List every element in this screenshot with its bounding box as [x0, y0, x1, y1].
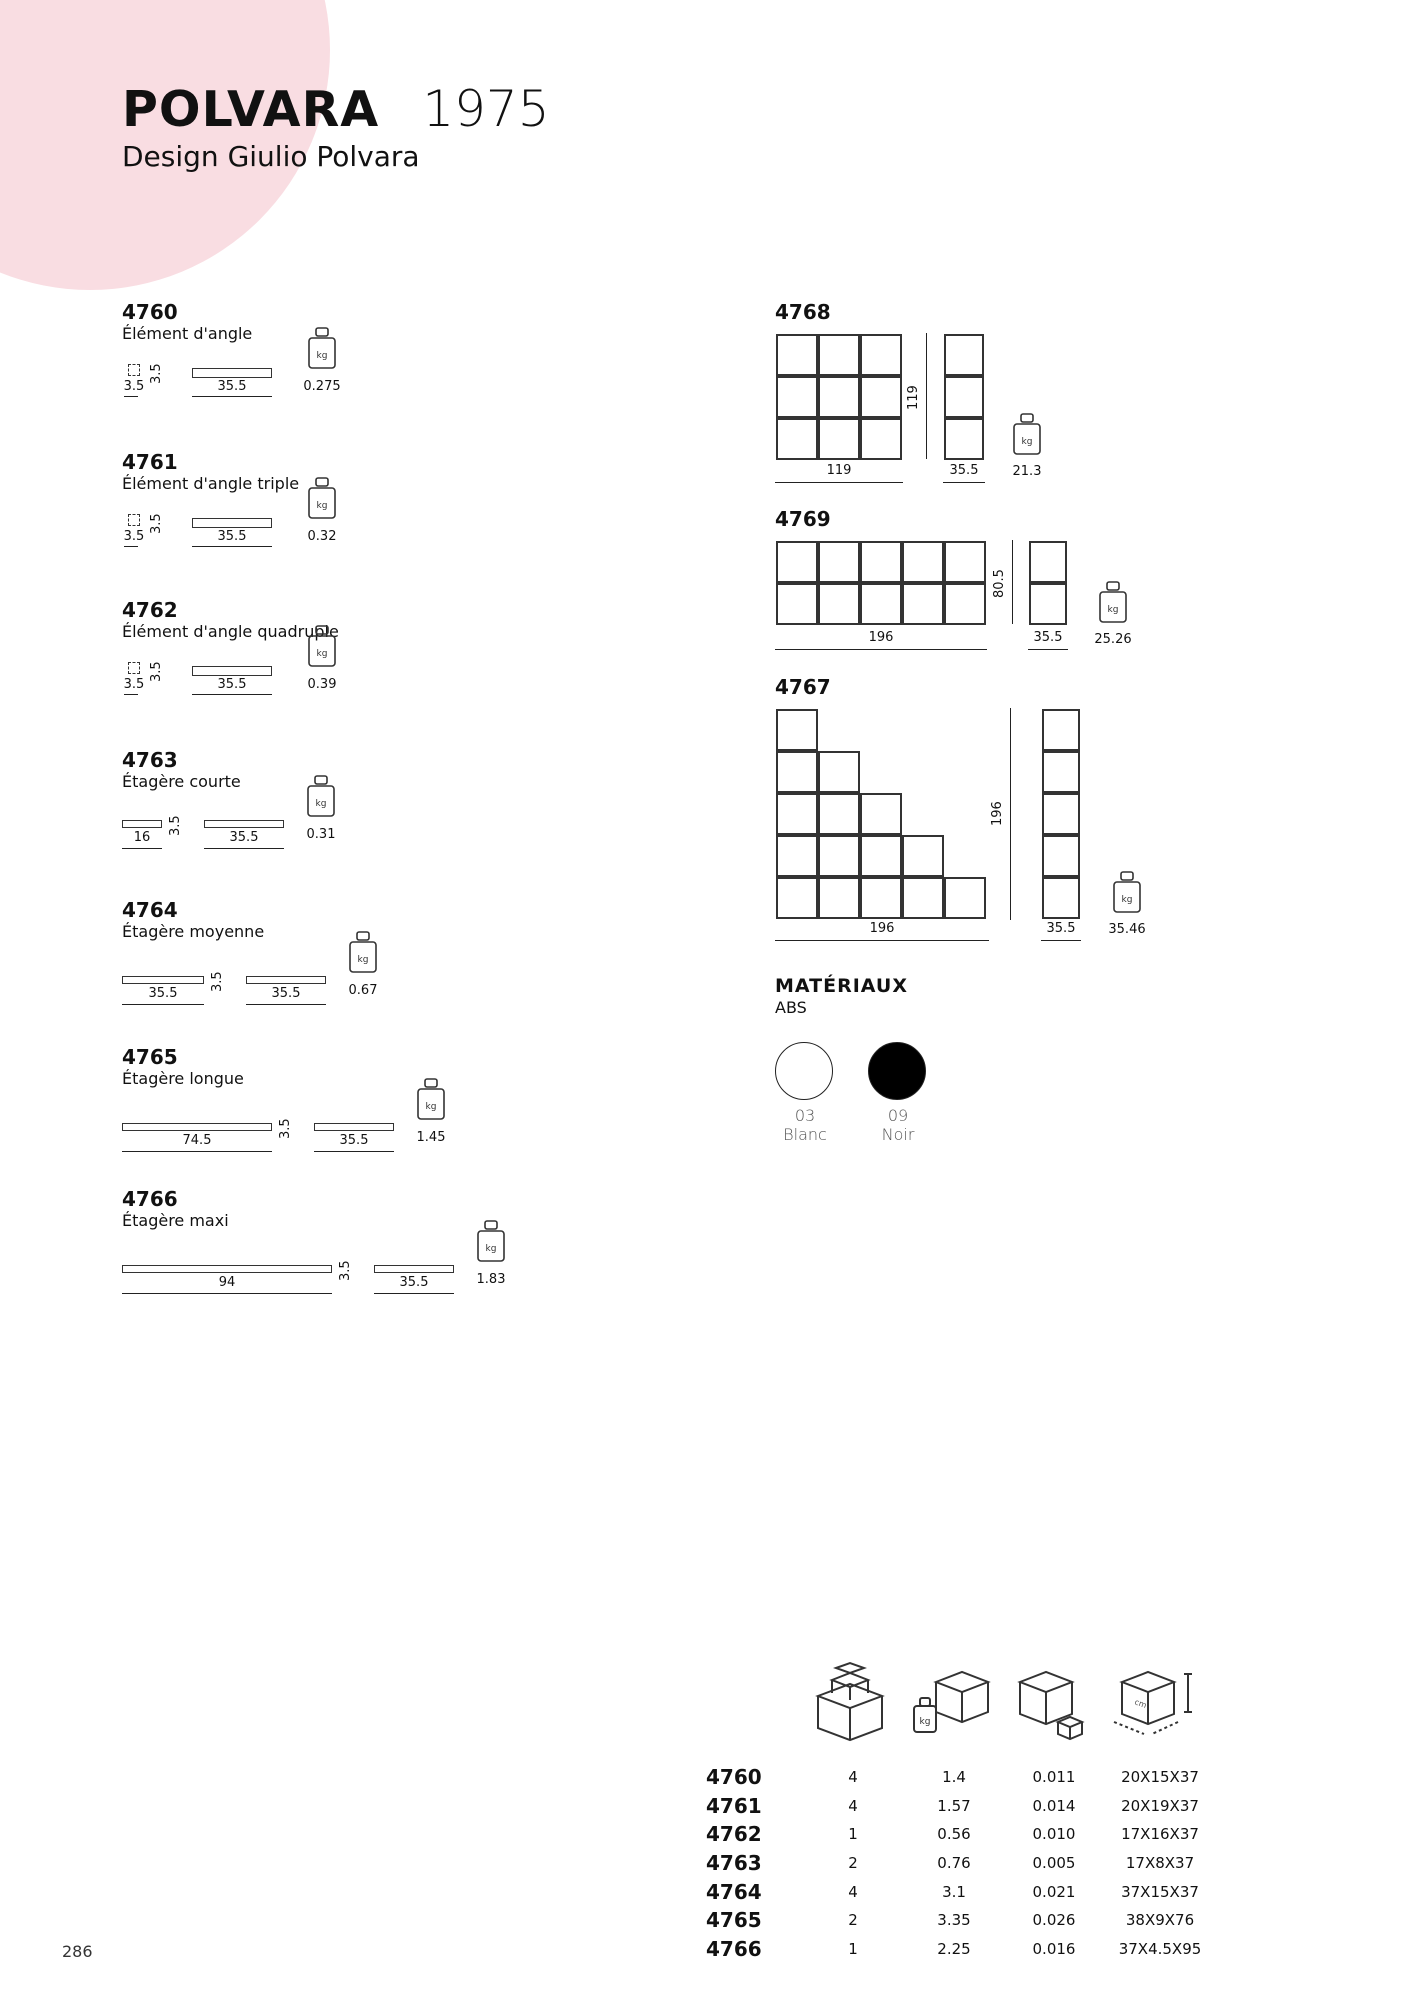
- dim-underline: [775, 649, 987, 650]
- shelf-top-view: [122, 1265, 332, 1273]
- table-cell: 1: [848, 1939, 858, 1958]
- dim-width: 3.5: [123, 677, 145, 692]
- product-code: 4761: [122, 450, 178, 474]
- weight-icon: [1112, 870, 1142, 918]
- dim-length: 35.5: [148, 986, 178, 1001]
- shelf-side-view: [246, 976, 326, 984]
- bookcase-code: 4768: [775, 300, 831, 324]
- bookcase-weight: 25.26: [1094, 632, 1132, 647]
- table-cell: 17X8X37: [1125, 1854, 1195, 1873]
- table-cell: 2: [848, 1854, 858, 1873]
- shelf-side-view: [192, 368, 272, 378]
- table-cell: 4: [848, 1768, 858, 1787]
- dim-height: 119: [906, 385, 921, 410]
- swatch-black-name: Noir: [881, 1125, 915, 1144]
- swatch-white-code: 03: [794, 1106, 816, 1125]
- table-cell: 38X9X76: [1125, 1911, 1195, 1930]
- weight-icon: [1098, 580, 1128, 628]
- dim-underline: [775, 482, 903, 483]
- product-code: 4763: [122, 748, 178, 772]
- dim-underline: [122, 1293, 332, 1294]
- shelf-top-view: [122, 820, 162, 828]
- table-cell: 2: [848, 1911, 858, 1930]
- dim-width: 196: [868, 630, 894, 645]
- bookcase-side-grid: [1028, 540, 1070, 628]
- dim-height: 3.5: [338, 1260, 353, 1281]
- weight-icon: [476, 1219, 506, 1267]
- dim-height: 3.5: [210, 971, 225, 992]
- page-number: 286: [62, 1942, 93, 1961]
- dim-width: 3.5: [123, 529, 145, 544]
- weight-icon: [307, 476, 337, 524]
- packaging-table: [706, 1763, 1220, 1963]
- weight-icon-label: kg: [316, 501, 328, 511]
- dim-underline: [204, 848, 284, 849]
- product-item: [122, 300, 562, 440]
- dim-underline: [122, 848, 162, 849]
- dim-underline: [374, 1293, 454, 1294]
- table-row: [706, 1877, 1220, 1906]
- product-name: Élément d'angle quadruple: [122, 622, 339, 641]
- corner-top-view: [128, 514, 140, 526]
- dim-height: 3.5: [168, 815, 183, 836]
- bookcase-code: 4767: [775, 675, 831, 699]
- swatch-black-code: 09: [887, 1106, 909, 1125]
- product-name: Étagère courte: [122, 772, 241, 791]
- weight-icon-label: kg: [485, 1244, 497, 1254]
- dim-depth: 35.5: [1033, 630, 1063, 645]
- dim-underline: [124, 694, 138, 695]
- dim-length: 74.5: [182, 1133, 212, 1148]
- dim-underline: [775, 940, 989, 941]
- swatch-white-name: Blanc: [783, 1125, 827, 1144]
- swatch-black-label: [868, 1106, 928, 1144]
- product-item: [122, 1187, 562, 1327]
- page-title: [122, 80, 550, 138]
- product-item: [122, 450, 562, 590]
- dim-underline: [124, 396, 138, 397]
- dim-depth: 35.5: [949, 463, 979, 478]
- box-dimensions-icon: [1108, 1660, 1208, 1744]
- dim-depth: 35.5: [217, 379, 247, 394]
- product-name: Étagère moyenne: [122, 922, 265, 941]
- bookcase-weight: 35.46: [1108, 922, 1146, 937]
- dim-height: 3.5: [278, 1118, 293, 1139]
- bookcase-front-view: [775, 333, 905, 467]
- dim-underline: [122, 1151, 272, 1152]
- shelf-side-view: [204, 820, 284, 828]
- table-cell-code: 4766: [706, 1936, 762, 1961]
- box-volume-icon: [1012, 1660, 1096, 1744]
- table-cell: 20X15X37: [1121, 1768, 1199, 1787]
- table-row: [706, 1820, 1220, 1849]
- product-weight: 1.45: [416, 1130, 446, 1145]
- box-weight-icon-label: kg: [919, 1717, 931, 1727]
- dim-line-vertical: [1010, 708, 1011, 920]
- swatch-white-label: [775, 1106, 835, 1144]
- swatch-black: [868, 1042, 926, 1100]
- product-weight: 0.32: [307, 529, 337, 544]
- weight-icon-label: kg: [1107, 605, 1119, 615]
- weight-icon-label: kg: [1021, 437, 1033, 447]
- table-cell: 1.4: [942, 1768, 966, 1787]
- shelf-top-view: [122, 1123, 272, 1131]
- product-name: Élément d'angle: [122, 324, 253, 343]
- product-name: Élément d'angle triple: [122, 474, 300, 493]
- table-cell: 0.016: [1032, 1939, 1076, 1958]
- dim-underline: [1028, 649, 1068, 650]
- bookcase-code: 4769: [775, 507, 831, 531]
- table-cell: 4: [848, 1882, 858, 1901]
- weight-icon: [348, 930, 378, 978]
- dim-height: 3.5: [149, 363, 164, 384]
- dim-line-vertical: [1012, 540, 1013, 624]
- bookcase-4767: [775, 675, 831, 699]
- dim-length: 16: [133, 830, 151, 845]
- dim-height: 80.5: [992, 569, 1007, 598]
- table-row: [706, 1935, 1220, 1964]
- dim-depth: 35.5: [399, 1275, 429, 1290]
- dim-depth: 35.5: [229, 830, 259, 845]
- weight-icon-label: kg: [315, 799, 327, 809]
- weight-icon: [1012, 412, 1042, 460]
- table-cell: 0.014: [1032, 1796, 1076, 1815]
- weight-icon-label: kg: [316, 649, 328, 659]
- table-cell: 0.011: [1032, 1768, 1076, 1787]
- weight-icon: [416, 1077, 446, 1125]
- table-cell-code: 4765: [706, 1908, 762, 1933]
- bookcase-side-grid: [943, 333, 987, 463]
- table-cell-code: 4761: [706, 1793, 762, 1818]
- dim-underline: [192, 546, 272, 547]
- bookcase-side-view: [1028, 540, 1070, 632]
- materials-subtitle: ABS: [775, 998, 807, 1017]
- shelf-side-view: [314, 1123, 394, 1131]
- bookcase-stair-grid: [775, 708, 995, 926]
- swatch-white: [775, 1042, 833, 1100]
- product-code: 4765: [122, 1045, 178, 1069]
- shelf-top-view: [122, 976, 204, 984]
- table-row: [706, 1849, 1220, 1878]
- box-weight-icon: [908, 1660, 992, 1744]
- dim-underline: [314, 1151, 394, 1152]
- table-row: [706, 1763, 1220, 1792]
- bookcase-front-view: [775, 708, 995, 930]
- bookcase-side-grid: [1041, 708, 1083, 922]
- dim-height: 196: [990, 801, 1005, 826]
- dim-width: 119: [826, 463, 852, 478]
- table-cell: 37X15X37: [1121, 1882, 1199, 1901]
- bookcase-side-view: [943, 333, 987, 467]
- weight-icon-label: kg: [316, 351, 328, 361]
- dim-underline: [1041, 940, 1081, 941]
- table-cell-code: 4763: [706, 1851, 762, 1876]
- bookcase-4769: [775, 507, 831, 531]
- table-cell: 0.010: [1032, 1825, 1076, 1844]
- table-cell-code: 4762: [706, 1822, 762, 1847]
- table-cell: 3.1: [942, 1882, 966, 1901]
- table-cell-code: 4764: [706, 1879, 762, 1904]
- dim-underline: [246, 1004, 326, 1005]
- materials-title: MATÉRIAUX: [775, 975, 908, 997]
- product-weight: 0.67: [348, 983, 378, 998]
- dim-depth: 35.5: [217, 529, 247, 544]
- product-code: 4760: [122, 300, 178, 324]
- bookcase-grid: [775, 333, 905, 463]
- product-name: Étagère longue: [122, 1069, 244, 1088]
- designer-credit: Design Giulio Polvara: [122, 140, 420, 173]
- product-item: [122, 748, 562, 888]
- dim-depth: 35.5: [217, 677, 247, 692]
- dim-underline: [943, 482, 985, 483]
- table-cell: 0.56: [937, 1825, 971, 1844]
- shelf-side-view: [192, 666, 272, 676]
- dim-depth: 35.5: [271, 986, 301, 1001]
- box-dimensions-icon-label: cm: [1133, 1697, 1148, 1711]
- product-code: 4762: [122, 598, 178, 622]
- dim-underline: [192, 396, 272, 397]
- dim-underline: [124, 546, 138, 547]
- product-code: 4766: [122, 1187, 178, 1211]
- table-cell: 37X4.5X95: [1118, 1939, 1202, 1958]
- bookcase-front-view: [775, 540, 989, 632]
- table-row: [706, 1792, 1220, 1821]
- shelf-side-view: [374, 1265, 454, 1273]
- table-cell: 4: [848, 1796, 858, 1815]
- weight-icon-label: kg: [425, 1102, 437, 1112]
- design-year: 1975: [422, 80, 550, 138]
- product-code: 4764: [122, 898, 178, 922]
- bookcase-grid: [775, 540, 989, 628]
- table-cell: 17X16X37: [1121, 1825, 1199, 1844]
- weight-icon: [307, 624, 337, 672]
- product-weight: 0.275: [303, 379, 341, 394]
- dim-line-vertical: [926, 333, 927, 459]
- dim-width: 3.5: [123, 379, 145, 394]
- table-cell: 2.25: [937, 1939, 971, 1958]
- product-weight: 0.31: [306, 827, 336, 842]
- table-cell: 3.35: [937, 1911, 971, 1930]
- dim-underline: [122, 1004, 204, 1005]
- corner-top-view: [128, 364, 140, 376]
- product-weight: 1.83: [476, 1272, 506, 1287]
- corner-top-view: [128, 662, 140, 674]
- product-item: [122, 1045, 562, 1185]
- brand-name: POLVARA: [122, 81, 380, 138]
- dim-height: 3.5: [149, 513, 164, 534]
- product-item: [122, 598, 562, 738]
- weight-icon-label: kg: [357, 955, 369, 965]
- bookcase-4768: [775, 300, 831, 324]
- weight-icon-label: kg: [1121, 895, 1133, 905]
- dim-width: 196: [869, 921, 895, 936]
- dim-underline: [192, 694, 272, 695]
- bookcase-weight: 21.3: [1012, 464, 1042, 479]
- table-cell: 0.021: [1032, 1882, 1076, 1901]
- table-cell: 20X19X37: [1121, 1796, 1199, 1815]
- bookcase-side-view: [1041, 708, 1083, 926]
- table-cell: 0.026: [1032, 1911, 1076, 1930]
- product-item: [122, 898, 562, 1038]
- dim-depth: 35.5: [339, 1133, 369, 1148]
- shelf-side-view: [192, 518, 272, 528]
- table-row: [706, 1906, 1220, 1935]
- table-cell: 0.005: [1032, 1854, 1076, 1873]
- product-name: Étagère maxi: [122, 1211, 229, 1230]
- dim-height: 3.5: [149, 661, 164, 682]
- table-cell: 1.57: [937, 1796, 971, 1815]
- weight-icon: [306, 774, 336, 822]
- product-weight: 0.39: [307, 677, 337, 692]
- weight-icon: [307, 326, 337, 374]
- units-per-box-icon: [808, 1660, 892, 1744]
- table-cell: 0.76: [937, 1854, 971, 1873]
- table-cell-code: 4760: [706, 1765, 762, 1790]
- table-cell: 1: [848, 1825, 858, 1844]
- dim-length: 94: [218, 1275, 236, 1290]
- dim-depth: 35.5: [1046, 921, 1076, 936]
